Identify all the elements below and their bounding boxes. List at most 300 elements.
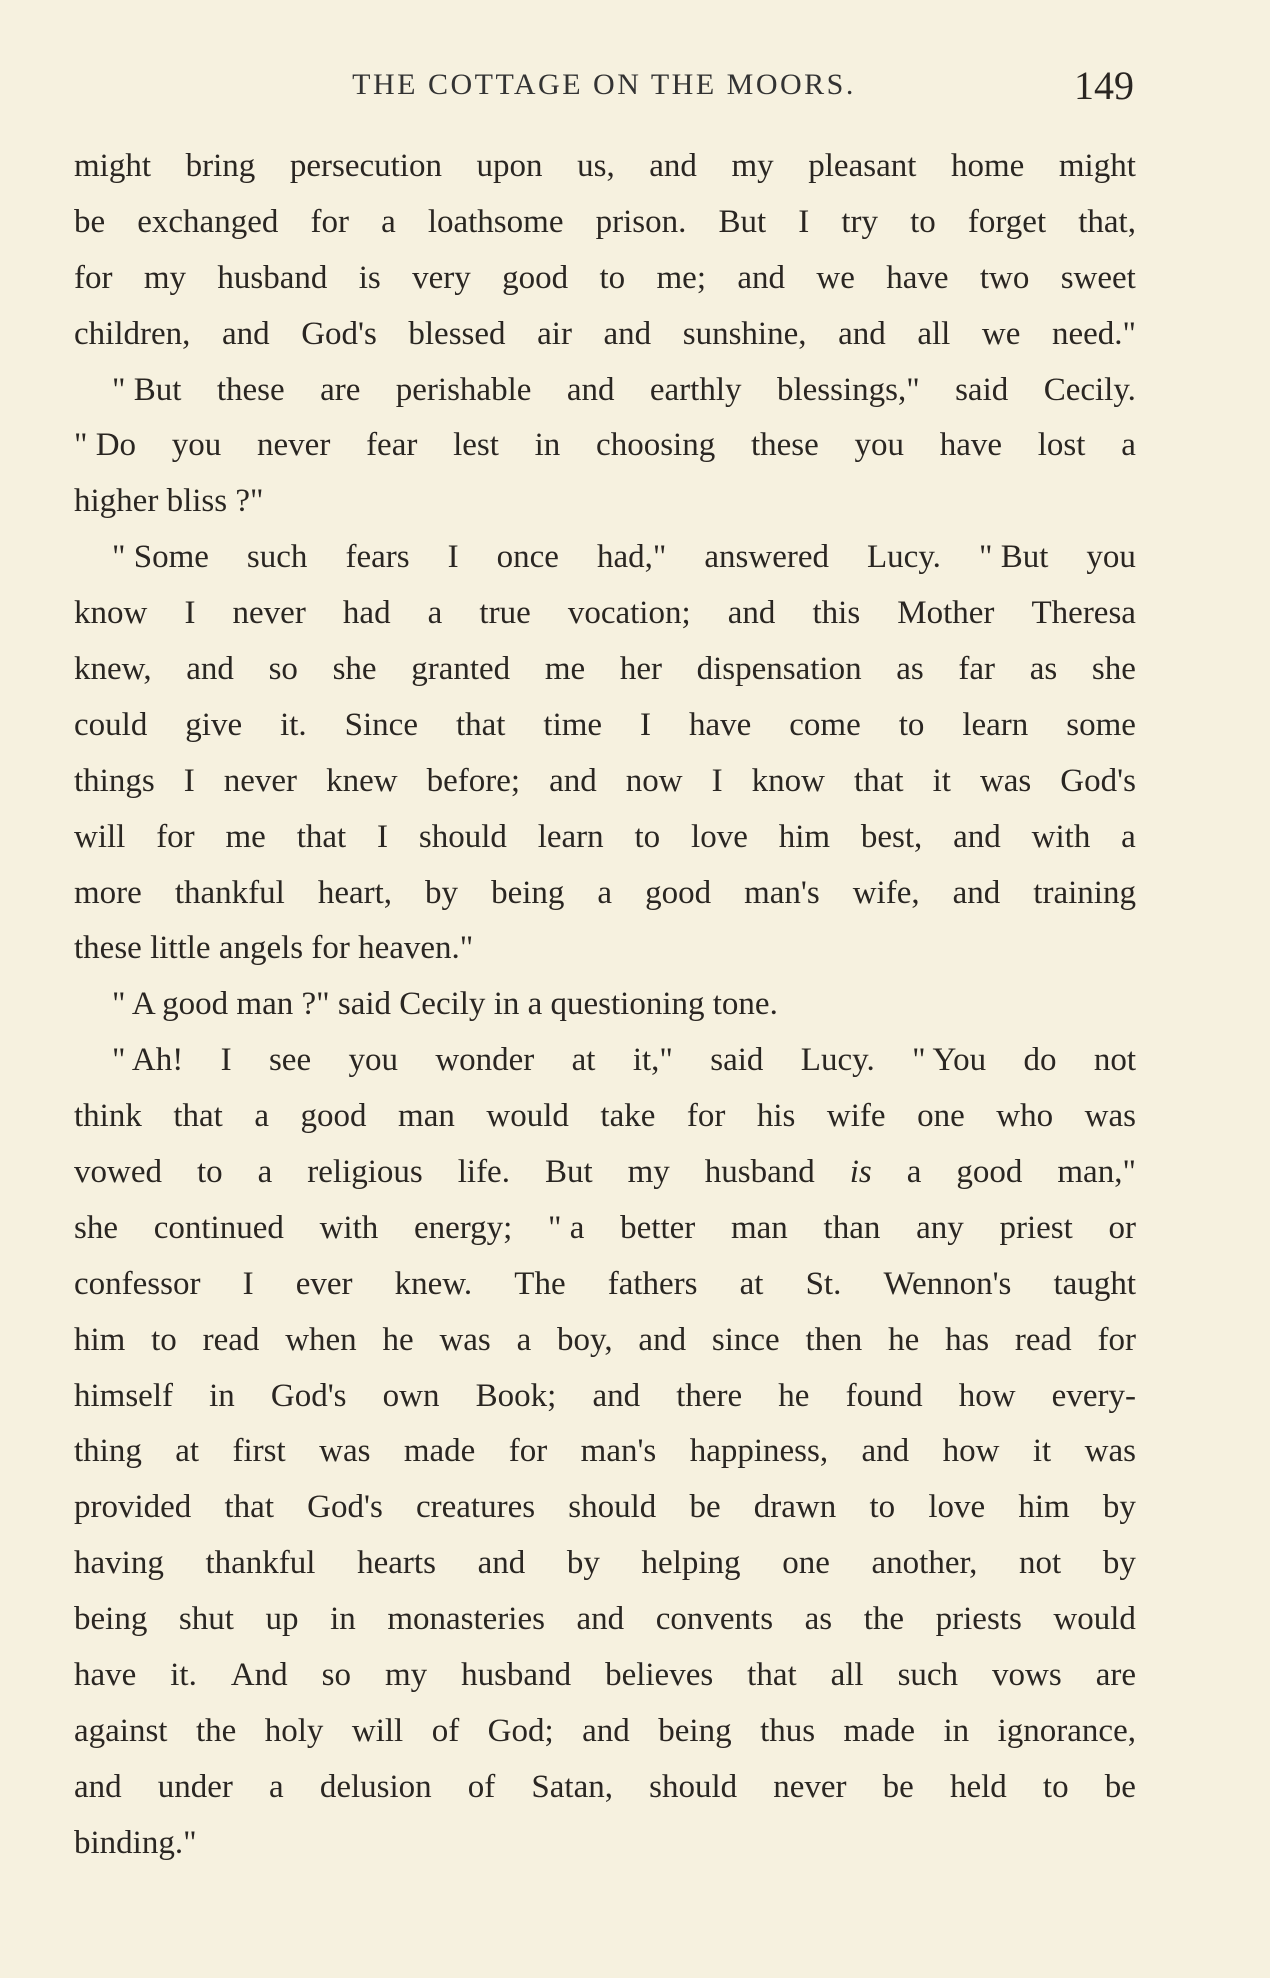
running-title: THE COTTAGE ON THE MOORS. (352, 68, 856, 101)
word: that (455, 706, 506, 743)
word: questioning (550, 986, 705, 1023)
word: learn (537, 818, 604, 855)
word: was (1084, 1433, 1136, 1470)
word: you (854, 427, 904, 464)
word: vocation; (567, 595, 691, 632)
word: blessed (408, 315, 506, 352)
word: higher (74, 483, 159, 520)
word: you (171, 427, 222, 464)
word: that (747, 1657, 797, 1694)
word: me; (656, 259, 706, 296)
word: us, (577, 148, 615, 184)
word: binding." (74, 1824, 197, 1861)
word: religious (307, 1154, 423, 1191)
text-line (74, 1201, 1136, 1257)
word: good (162, 986, 229, 1023)
word: for (1097, 1321, 1136, 1358)
word: me (544, 651, 586, 688)
word: far (958, 651, 996, 688)
word: another, (871, 1545, 978, 1582)
word: see (268, 1042, 312, 1079)
word: to (151, 1321, 177, 1358)
word: bliss ?" (166, 483, 264, 520)
word: Lucy. (867, 539, 941, 576)
word: as (804, 1601, 833, 1638)
word: bring (185, 148, 256, 184)
word: would (486, 1098, 569, 1135)
word: every- (1051, 1377, 1136, 1414)
word: learn (962, 706, 1029, 743)
word: upon (476, 148, 543, 184)
word: happiness, (689, 1433, 829, 1470)
text-line (74, 139, 1136, 195)
word: I (242, 1265, 254, 1302)
word: Since (344, 706, 418, 743)
word: sunshine, (682, 315, 807, 352)
word: than (823, 1209, 881, 1246)
word: my (627, 1154, 670, 1191)
word: more (74, 874, 142, 911)
word: come (789, 706, 861, 743)
word: man's (744, 874, 820, 911)
word: when (285, 1321, 357, 1358)
word: and (549, 762, 597, 799)
word: for (156, 818, 195, 855)
text-line (74, 1648, 1136, 1704)
word: fears (345, 539, 410, 576)
text-line (74, 1369, 1136, 1425)
word: some (1066, 706, 1136, 743)
word: should (418, 818, 507, 855)
word: and (566, 371, 615, 408)
word: a (516, 1321, 532, 1358)
word: I (184, 595, 196, 632)
word: life. (457, 1154, 510, 1191)
word: at (175, 1433, 200, 1470)
word: forget (967, 203, 1047, 240)
word: was (319, 1433, 371, 1470)
word: and (576, 1601, 625, 1638)
word: blessings," (776, 371, 920, 408)
word: priest (999, 1209, 1073, 1246)
word: And (230, 1657, 288, 1694)
word: air (537, 315, 572, 352)
word: take (600, 1098, 656, 1135)
text-line (74, 1704, 1136, 1760)
word: and (603, 315, 652, 352)
word: this (812, 595, 861, 632)
word: my (731, 148, 774, 184)
word: God; (487, 1712, 554, 1749)
text-line (74, 195, 1136, 251)
word: that (173, 1098, 223, 1135)
word: pleasant (808, 148, 917, 184)
word: never (773, 1768, 847, 1805)
word: and (727, 595, 776, 632)
word: for (686, 1098, 726, 1135)
word: such (246, 539, 308, 576)
word: to (910, 203, 936, 240)
word: lost (1037, 427, 1086, 464)
word: made (843, 1712, 916, 1749)
word: believes (605, 1657, 714, 1694)
word: she (74, 1209, 118, 1246)
word: exchanged (137, 203, 279, 240)
word: Cecily (399, 986, 486, 1023)
word: best, (860, 818, 923, 855)
word: with (1031, 818, 1091, 855)
word: could (74, 706, 148, 743)
word: and (952, 874, 1001, 911)
word: it," (632, 1042, 673, 1079)
word: fear (366, 427, 418, 464)
text-line (74, 1313, 1136, 1369)
text-line (74, 1424, 1136, 1480)
text-line (74, 530, 1136, 586)
word: a (1121, 427, 1136, 464)
word: " a (548, 1209, 585, 1246)
word: I (640, 706, 652, 743)
word: these (216, 371, 285, 408)
word: a (269, 1768, 284, 1805)
word: have (939, 427, 1003, 464)
word: " Some (112, 539, 209, 576)
word: convents (655, 1601, 774, 1638)
word: me (225, 818, 266, 855)
word: I (798, 203, 810, 240)
word: need." (1051, 315, 1136, 352)
word: never (223, 762, 298, 799)
word: first (232, 1433, 286, 1470)
word: have (689, 706, 752, 743)
text-line (74, 1033, 1136, 1089)
word: persecution (289, 148, 442, 184)
word: children, (74, 315, 191, 352)
word: hearts (357, 1545, 436, 1582)
text-line (74, 810, 1136, 866)
word: had (342, 595, 391, 632)
word: my (384, 1657, 428, 1694)
word: confessor (74, 1265, 201, 1302)
word: and (838, 315, 886, 352)
word: it (932, 762, 951, 799)
word: and (649, 148, 697, 184)
word: boy, (557, 1321, 613, 1358)
word: know (751, 762, 826, 799)
word: provided (74, 1489, 192, 1526)
word: a (257, 1154, 273, 1191)
word: you (1086, 539, 1136, 576)
word: in (534, 427, 561, 464)
word: man ?" (236, 986, 330, 1023)
text-line (74, 474, 1136, 530)
word: and (74, 1768, 122, 1805)
word: for (74, 259, 113, 296)
word: true (479, 595, 531, 632)
word: and (477, 1545, 526, 1582)
word: him (1018, 1489, 1070, 1526)
word: him (74, 1321, 126, 1358)
word: God's (307, 1489, 383, 1526)
word: are (320, 371, 361, 408)
word: a (1121, 818, 1136, 855)
text-line (74, 642, 1136, 698)
word: But (544, 1154, 593, 1191)
word: husband (461, 1657, 572, 1694)
word: of (431, 1712, 460, 1749)
word: husband (217, 259, 328, 296)
word: sweet (1060, 259, 1136, 296)
word: fathers (607, 1265, 698, 1302)
word: who (996, 1098, 1054, 1135)
word: you (348, 1042, 398, 1079)
text-line (74, 1592, 1136, 1648)
word: it. (170, 1657, 197, 1694)
word: she (1091, 651, 1136, 688)
word: of (467, 1768, 496, 1805)
word: that (854, 762, 904, 799)
word: energy; (413, 1209, 513, 1246)
word: in (330, 1601, 356, 1638)
word: the (195, 1712, 237, 1749)
word: good (300, 1098, 367, 1135)
word: knew (326, 762, 398, 799)
word: answered (704, 539, 829, 576)
word: then (805, 1321, 863, 1358)
word: by (1102, 1545, 1136, 1582)
word: delusion (319, 1768, 432, 1805)
word: is (849, 1154, 872, 1191)
word: very (412, 259, 471, 296)
word: as (896, 651, 924, 688)
word: so (321, 1657, 351, 1694)
word: be (882, 1768, 914, 1805)
word: in (209, 1377, 235, 1414)
word: having (74, 1545, 164, 1582)
word: priests (935, 1601, 1022, 1638)
word: and (186, 651, 234, 688)
text-line (74, 866, 1136, 922)
text-line (74, 251, 1136, 307)
word: had," (596, 539, 667, 576)
word: all (830, 1657, 864, 1694)
word: a (427, 595, 443, 632)
word: once (496, 539, 559, 576)
word: and (638, 1321, 687, 1358)
word: I (447, 539, 459, 576)
text-line (74, 754, 1136, 810)
word: a (254, 1098, 270, 1135)
word: I (377, 818, 389, 855)
running-head (74, 62, 1134, 112)
word: his (756, 1098, 796, 1135)
word: held (949, 1768, 1007, 1805)
word: heart, (317, 874, 393, 911)
word: any (916, 1209, 964, 1246)
word: in (493, 986, 520, 1023)
word: Theresa (1031, 595, 1136, 632)
word: God's (270, 1377, 347, 1414)
word: he (778, 1377, 810, 1414)
word: in (943, 1712, 970, 1749)
word: might (74, 148, 152, 184)
word: God's (301, 315, 377, 352)
word: man," (1057, 1154, 1136, 1191)
word: give (185, 706, 243, 743)
word: heaven." (358, 930, 474, 967)
word: up (265, 1601, 299, 1638)
text-line (74, 698, 1136, 754)
text-line (74, 1816, 1136, 1872)
text-line (74, 586, 1136, 642)
word: I (711, 762, 723, 799)
word: man (398, 1098, 455, 1135)
word: for (311, 930, 350, 967)
word: Wennon's (883, 1265, 1012, 1302)
word: " But (978, 539, 1049, 576)
word: " Ah! (112, 1042, 184, 1079)
word: tone. (712, 986, 778, 1023)
word: one (917, 1098, 965, 1135)
word: perishable (395, 371, 532, 408)
text-line (74, 921, 1136, 977)
word: as (1029, 651, 1058, 688)
word: by (566, 1545, 600, 1582)
word: against (74, 1712, 168, 1749)
word: St. (805, 1265, 842, 1302)
word: should (649, 1768, 738, 1805)
word: ignorance, (997, 1712, 1136, 1749)
word: all (917, 315, 951, 352)
word: being (658, 1712, 732, 1749)
word: and (582, 1712, 630, 1749)
word: thankful (174, 874, 285, 911)
text-line (74, 307, 1136, 363)
word: it (1032, 1433, 1052, 1470)
word: should (568, 1489, 657, 1526)
word: by (425, 874, 459, 911)
word: and (737, 259, 785, 296)
word: Mother (897, 595, 995, 632)
word: have (886, 259, 949, 296)
text-line (74, 1480, 1136, 1536)
word: these (750, 427, 819, 464)
word: But (718, 203, 767, 240)
word: wife (826, 1098, 886, 1135)
text-line (74, 1257, 1136, 1313)
word: thing (74, 1433, 142, 1470)
body-text (74, 139, 1136, 1872)
word: taught (1053, 1265, 1136, 1302)
word: " A (112, 986, 154, 1023)
text-line (74, 418, 1136, 474)
word: that, (1078, 203, 1136, 240)
word: love (928, 1489, 986, 1526)
word: with (319, 1209, 379, 1246)
word: earthly (649, 371, 742, 408)
word: good (956, 1154, 1023, 1191)
word: how (958, 1377, 1016, 1414)
word: he (382, 1321, 414, 1358)
word: prison. (595, 203, 687, 240)
word: found (845, 1377, 923, 1414)
word: to (599, 259, 626, 296)
word: think (74, 1098, 142, 1135)
word: was (439, 1321, 491, 1358)
word: man's (580, 1433, 657, 1470)
word: " You (912, 1042, 987, 1079)
word: be (1104, 1768, 1136, 1805)
word: has (945, 1321, 990, 1358)
word: better (620, 1209, 696, 1246)
word: to (1042, 1768, 1069, 1805)
text-line (74, 1760, 1136, 1816)
word: said (337, 986, 392, 1023)
word: good (645, 874, 712, 911)
word: himself (74, 1377, 173, 1414)
word: vowed (74, 1154, 162, 1191)
word: to (898, 706, 925, 743)
word: or (1108, 1209, 1136, 1246)
word: at (739, 1265, 764, 1302)
word: have (74, 1657, 137, 1694)
word: she (332, 651, 377, 688)
word: not (1093, 1042, 1136, 1079)
word: vows (992, 1657, 1062, 1694)
word: we (816, 259, 855, 296)
word: will (351, 1712, 404, 1749)
word: granted (411, 651, 511, 688)
word: never (232, 595, 306, 632)
word: monasteries (387, 1601, 545, 1638)
word: Satan, (531, 1768, 613, 1805)
word: it. (280, 706, 307, 743)
word: Cecily. (1043, 371, 1136, 408)
word: lest (453, 427, 499, 464)
word: I (183, 762, 195, 799)
word: and (861, 1433, 910, 1470)
word: wonder (435, 1042, 535, 1079)
word: helping (641, 1545, 741, 1582)
word: a (597, 874, 613, 911)
word: said (710, 1042, 764, 1079)
word: never (257, 427, 331, 464)
word: was (979, 762, 1032, 799)
word: since (711, 1321, 780, 1358)
word: such (897, 1657, 959, 1694)
text-line (74, 977, 1136, 1033)
word: before; (426, 762, 521, 799)
word: drawn (753, 1489, 837, 1526)
word: to (869, 1489, 896, 1526)
text-line (74, 1089, 1136, 1145)
word: do (1023, 1042, 1057, 1079)
word: there (676, 1377, 743, 1414)
word: not (1019, 1545, 1062, 1582)
word: to (196, 1154, 223, 1191)
word: shut (178, 1601, 234, 1638)
word: how (942, 1433, 1000, 1470)
word: will (74, 818, 126, 855)
word: said (955, 371, 1009, 408)
text-line (74, 1536, 1136, 1592)
word: being (491, 874, 565, 911)
word: Book; (475, 1377, 557, 1414)
word: now (625, 762, 683, 799)
word: and (592, 1377, 641, 1414)
word: one (782, 1545, 830, 1582)
word: thankful (205, 1545, 316, 1582)
